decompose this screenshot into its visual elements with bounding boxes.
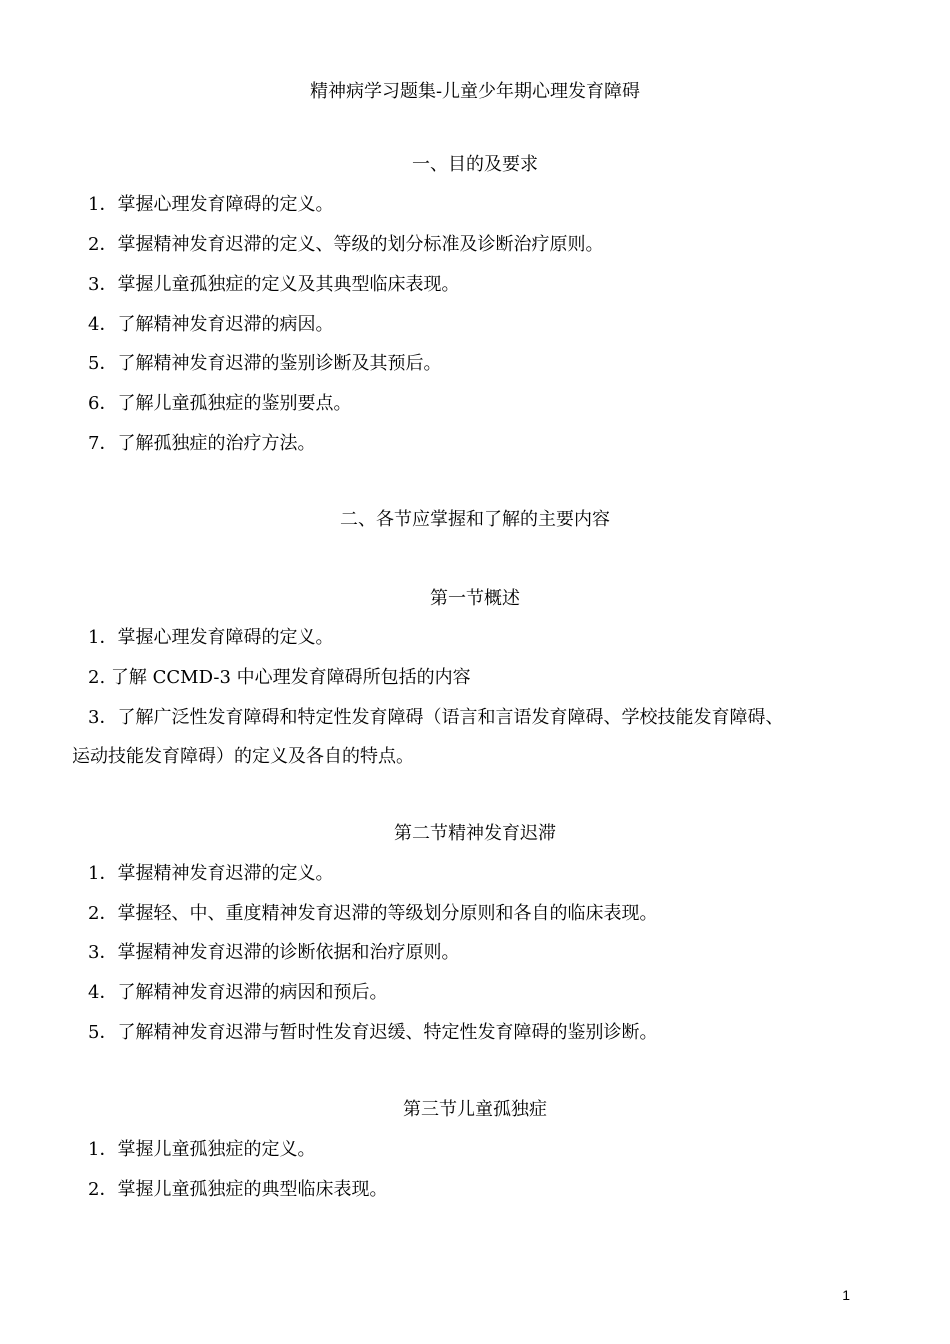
list-item: 5．了解精神发育迟滞的鉴别诊断及其预后。 bbox=[88, 353, 442, 374]
list-item: 6．了解儿童孤独症的鉴别要点。 bbox=[88, 393, 352, 414]
list-item: 2. 了解 CCMD-3 中心理发育障碍所包括的内容 bbox=[88, 667, 471, 688]
list-item: 1．掌握精神发育迟滞的定义。 bbox=[88, 863, 334, 884]
section-heading-main-content: 二、各节应掌握和了解的主要内容 bbox=[340, 509, 610, 530]
part-heading-overview: 第一节概述 bbox=[430, 588, 520, 609]
list-item: 3．了解广泛性发育障碍和特定性发育障碍（语言和言语发育障碍、学校技能发育障碍、 bbox=[88, 707, 784, 728]
part-heading-mental-retardation: 第二节精神发育迟滞 bbox=[394, 823, 556, 844]
list-item: 1．掌握心理发育障碍的定义。 bbox=[88, 194, 334, 215]
list-item: 4．了解精神发育迟滞的病因和预后。 bbox=[88, 982, 388, 1003]
list-item: 2．掌握儿童孤独症的典型临床表现。 bbox=[88, 1179, 388, 1200]
list-item: 2．掌握精神发育迟滞的定义、等级的划分标准及诊断治疗原则。 bbox=[88, 234, 604, 255]
list-item-continuation: 运动技能发育障碍）的定义及各自的特点。 bbox=[72, 746, 414, 767]
page-number: 1 bbox=[842, 1287, 850, 1303]
list-item: 3．掌握儿童孤独症的定义及其典型临床表现。 bbox=[88, 274, 460, 295]
document-title: 精神病学习题集-儿童少年期心理发育障碍 bbox=[309, 81, 641, 102]
list-item: 1．掌握儿童孤独症的定义。 bbox=[88, 1139, 316, 1160]
list-item: 1．掌握心理发育障碍的定义。 bbox=[88, 627, 334, 648]
list-item: 5．了解精神发育迟滞与暂时性发育迟缓、特定性发育障碍的鉴别诊断。 bbox=[88, 1022, 658, 1043]
list-item: 3．掌握精神发育迟滞的诊断依据和治疗原则。 bbox=[88, 942, 460, 963]
list-item: 7．了解孤独症的治疗方法。 bbox=[88, 433, 316, 454]
list-item: 2．掌握轻、中、重度精神发育迟滞的等级划分原则和各自的临床表现。 bbox=[88, 903, 658, 924]
list-item: 4．了解精神发育迟滞的病因。 bbox=[88, 314, 334, 335]
section-heading-objectives: 一、目的及要求 bbox=[412, 154, 538, 175]
part-heading-autism: 第三节儿童孤独症 bbox=[403, 1099, 547, 1120]
